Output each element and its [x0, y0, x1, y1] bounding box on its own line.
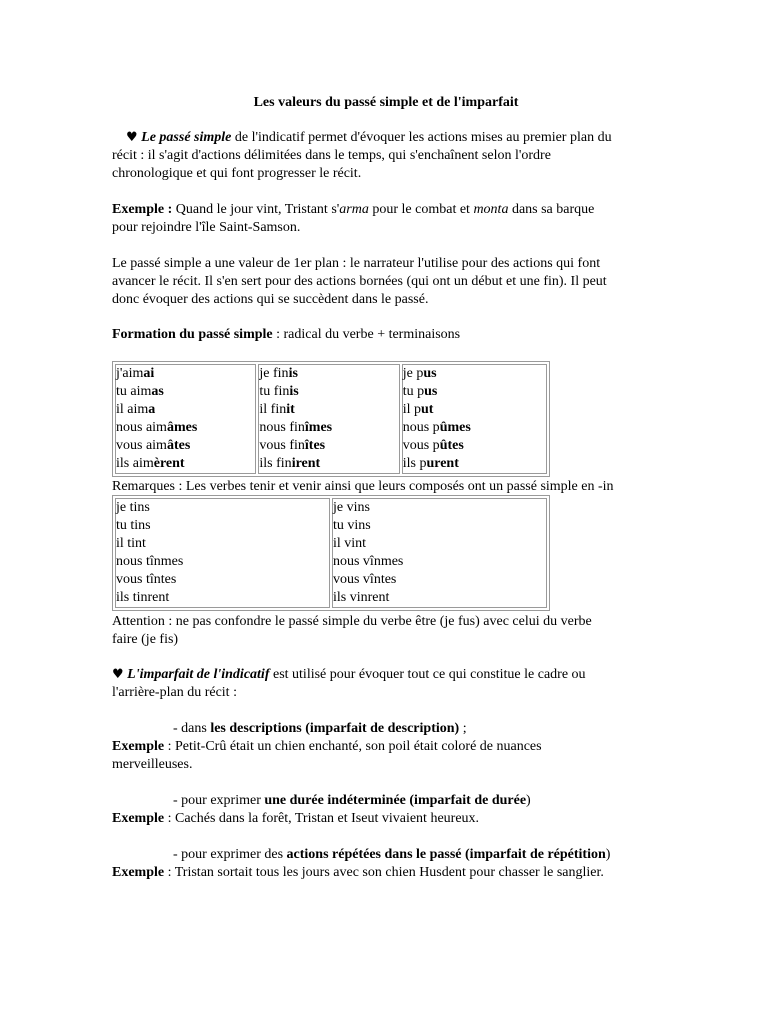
attention-line-2: faire (je fis) [112, 632, 179, 647]
premier-plan-line-2: avancer le récit. Il s'en sert pour des actions bornées (qui ont un début et une fin). Il peut [112, 274, 607, 289]
conjugation-row: ils finirent [259, 456, 321, 471]
passe-simple-intro-line-2: récit : il s'agit d'actions délimitées dans le temps, qui s'enchaînent selon l'ordre [112, 148, 551, 163]
example-1-line-2: pour rejoindre l'île Saint-Samson. [112, 220, 301, 235]
conjugation-column-venir [332, 498, 547, 608]
conjugation-table-tenir-venir [112, 495, 550, 611]
conjugation-row: vous tîntes [116, 572, 177, 587]
conjugation-column-finir [258, 364, 399, 474]
imparfait-intro-line-1: ♥ L'imparfait de l'indicatif est utilisé pour évoquer tout ce qui constitue le cadre ou [112, 667, 586, 682]
repetition-example-line: Exemple : Tristan sortait tous les jours avec son chien Husdent pour chasser le sanglier. [112, 865, 604, 880]
conjugation-row: il put [402, 402, 434, 417]
conjugation-row: tu pus [402, 384, 438, 399]
example-label: Exemple [112, 739, 165, 754]
heart-icon: ♥ [126, 130, 138, 145]
conjugation-table-regular [112, 361, 550, 477]
conjugation-row: je pus [402, 366, 437, 381]
description-bullet: - dans les descriptions (imparfait de description) ; [173, 721, 467, 736]
conjugation-column-aimer [115, 364, 256, 474]
conjugation-row: nous tînmes [116, 554, 184, 569]
conjugation-row: je vins [332, 500, 370, 515]
conjugation-row: vous aimâtes [116, 438, 191, 453]
imparfait-term: L'imparfait de l'indicatif [127, 667, 270, 682]
formation-label: Formation du passé simple [112, 327, 273, 342]
conjugation-row: nous pûmes [402, 420, 471, 435]
conjugation-row: j'aimai [116, 366, 155, 381]
conjugation-row: ils purent [402, 456, 459, 471]
description-example-line-1: Exemple : Petit-Crû était un chien enchanté, son poil était coloré de nuances [112, 739, 542, 754]
conjugation-row: tu finis [259, 384, 299, 399]
conjugation-row: vous vîntes [332, 572, 397, 587]
repetition-bullet: - pour exprimer des actions répétées dans le passé (imparfait de répétition) [173, 847, 611, 862]
duree-example-line: Exemple : Cachés dans la forêt, Tristan et Iseut vivaient heureux. [112, 811, 480, 826]
conjugation-row: vous finîtes [259, 438, 326, 453]
conjugation-row: vous pûtes [402, 438, 464, 453]
conjugation-row: ils tinrent [116, 590, 170, 605]
conjugation-row: nous finîmes [259, 420, 333, 435]
remarques-line: Remarques : Les verbes tenir et venir ainsi que leurs composés ont un passé simple en -in [112, 479, 614, 494]
formation-line: Formation du passé simple : radical du verbe + terminaisons [112, 327, 461, 342]
passe-simple-intro-line-1: ♥ Le passé simple de l'indicatif permet d'évoquer les actions mises au premier plan du [126, 130, 612, 145]
document-title: Les valeurs du passé simple et de l'imparfait [253, 95, 519, 110]
example-label: Exemple [112, 865, 165, 880]
heart-icon: ♥ [112, 667, 124, 682]
conjugation-row: tu tins [116, 518, 151, 533]
passe-simple-intro-line-3: chronologique et qui font progresser le récit. [112, 166, 362, 181]
description-example-line-2: merveilleuses. [112, 757, 193, 772]
conjugation-row: je tins [116, 500, 150, 515]
conjugation-column-pouvoir [402, 364, 547, 474]
conjugation-row: ils vinrent [332, 590, 390, 605]
conjugation-row: nous vînmes [332, 554, 404, 569]
premier-plan-line-3: donc évoquer des actions qui se succèdent dans le passé. [112, 292, 429, 307]
premier-plan-line-1: Le passé simple a une valeur de 1er plan : le narrateur l'utilise pour des actions qui font [112, 256, 601, 271]
duree-bullet: - pour exprimer une durée indéterminée (imparfait de durée) [173, 793, 531, 808]
conjugation-row: je finis [259, 366, 298, 381]
example-label: Exemple [112, 811, 165, 826]
conjugation-column-tenir [115, 498, 330, 608]
imparfait-intro-line-2: l'arrière-plan du récit : [112, 685, 237, 700]
attention-line-1: Attention : ne pas confondre le passé simple du verbe être (je fus) avec celui du verbe [112, 614, 592, 629]
conjugation-row: il vint [332, 536, 367, 551]
conjugation-row: il tint [116, 536, 146, 551]
conjugation-row: tu aimas [116, 384, 164, 399]
conjugation-row: ils aimèrent [116, 456, 185, 471]
example-label: Exemple : [112, 202, 173, 217]
example-1-line-1: Exemple : Quand le jour vint, Tristant s'arma pour le combat et monta dans sa barque [112, 202, 595, 217]
conjugation-row: nous aimâmes [116, 420, 198, 435]
conjugation-row: tu vins [332, 518, 371, 533]
conjugation-row: il aima [116, 402, 156, 417]
passe-simple-term: Le passé simple [141, 130, 232, 145]
conjugation-row: il finit [259, 402, 295, 417]
